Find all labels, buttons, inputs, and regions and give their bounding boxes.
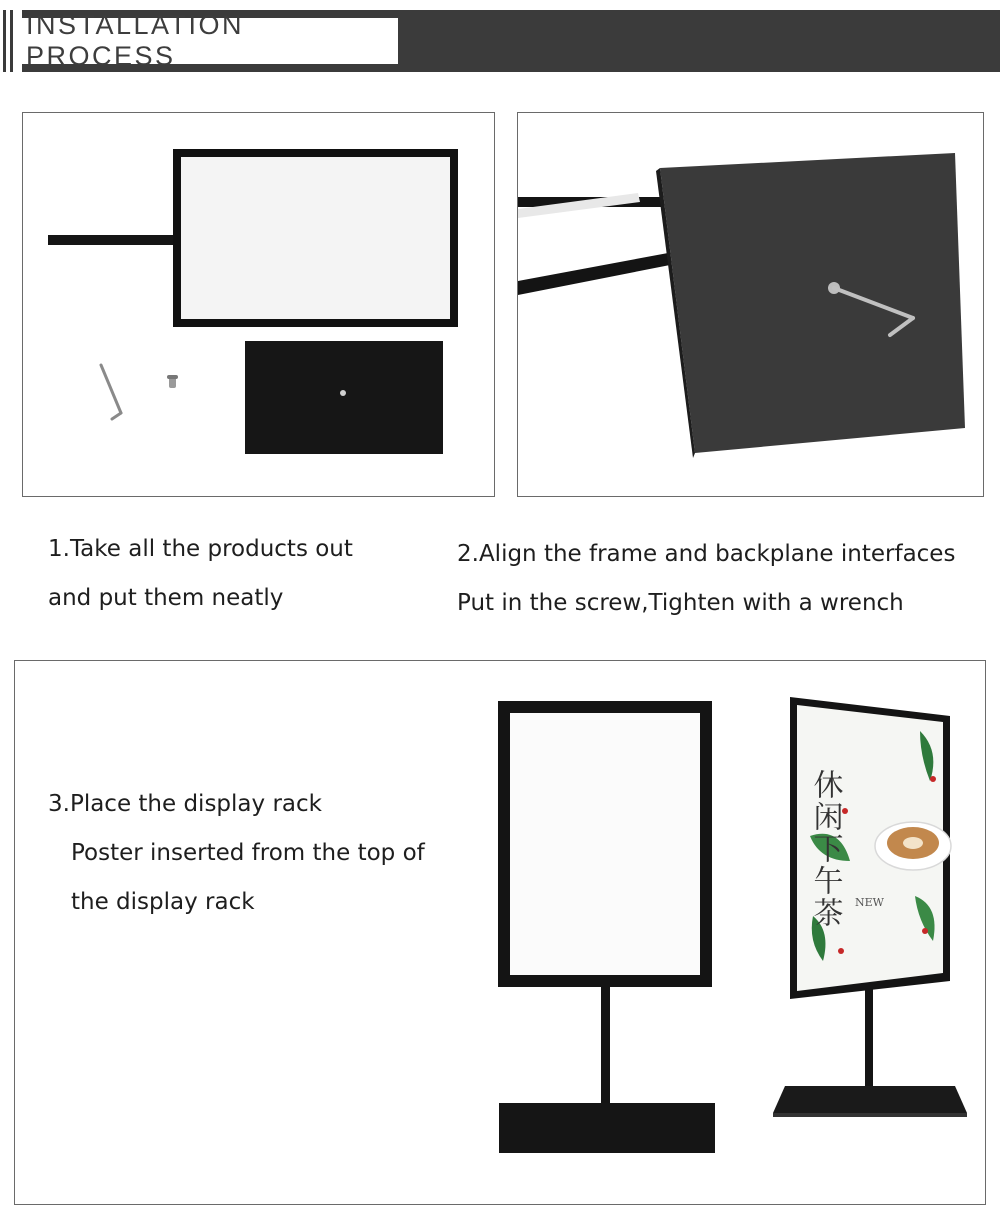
poster-stand — [773, 697, 967, 1117]
step2-text: 2.Align the frame and backplane interfaces Put in the screw,Tighten with a wrench — [457, 541, 956, 616]
step3-text: 3.Place the display rack Poster inserted from the top of the display rack — [48, 791, 425, 915]
backplate — [656, 153, 965, 458]
poster-badge: NEW — [855, 896, 884, 909]
step3-photo — [14, 660, 986, 1205]
base-plate — [245, 341, 443, 454]
poster-headline: 休闲下午茶 — [807, 769, 843, 929]
sign-frame — [48, 153, 454, 323]
empty-stand — [498, 701, 715, 1153]
step2-photo — [517, 112, 984, 497]
step1-photo — [22, 112, 495, 497]
header-title-box — [22, 10, 398, 71]
header-accent-bar — [10, 10, 13, 72]
header-accent-bar — [3, 10, 6, 72]
step1-text: 1.Take all the products out and put them neatly — [48, 536, 353, 611]
coffee-cup-icon — [875, 822, 951, 870]
hex-wrench — [101, 365, 121, 419]
page-title: INSTALLATION PROCESS — [26, 10, 245, 71]
frame-bars — [518, 193, 670, 295]
screw — [167, 375, 178, 388]
